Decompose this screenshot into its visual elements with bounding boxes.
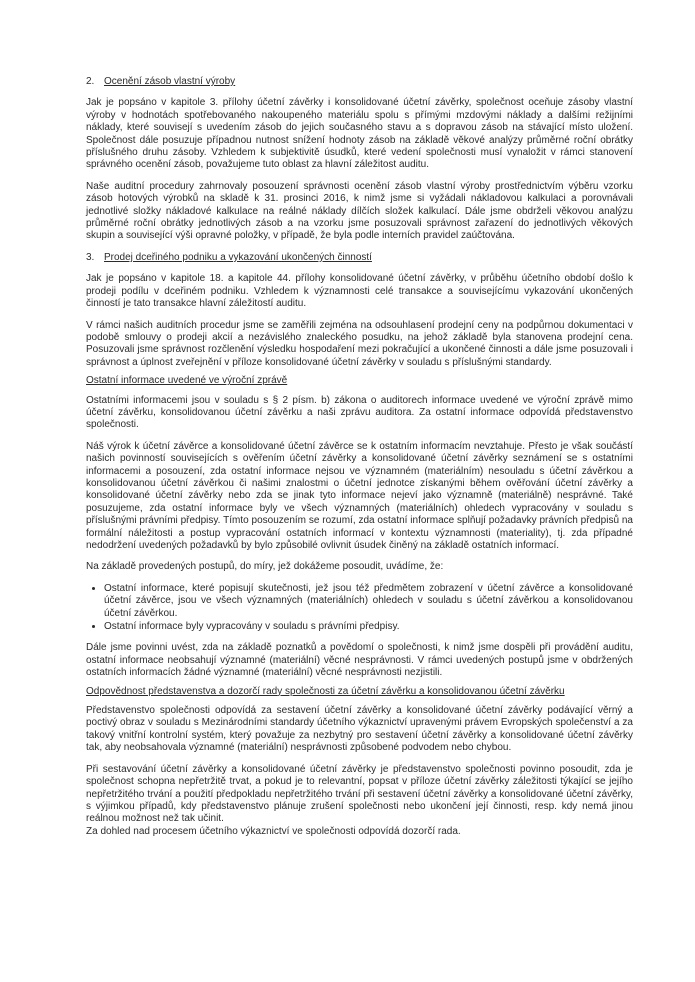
list-item: • Ostatní informace, které popisují skutečnosti, jež jsou též předmětem zobrazení v účetní závěrce a konsolidované účetní závěrce, jsou ve všech významných (materiálních) ohledech v souladu s účetní závěrkou a konsolidovanou účetní závěrkou.	[104, 583, 633, 620]
responsibility-paragraph: Při sestavování účetní závěrky a konsolidované účetní závěrky je představenstvo společnosti povinno posoudit, zda je společnost schopna nepřetržitě trvat, a pokud je to relevantní, popsat v příloze účetní závěrky záležitosti týkající se jejího nepřetržitého trvání a použití předpokladu nepřetržitého trvání při sestavení účetní závěrky a konsolidované účetní závěrky, s výjimkou případů, kdy představenstvo plánuje zrušení společnosti nebo ukončení její činnosti, resp. kdy nemá jinou reálnou možnost než tak učinit.	[86, 763, 633, 825]
section-3-title: Prodej dceřiného podniku a vykazování ukončených činností	[104, 251, 372, 263]
other-info-heading: Ostatní informace uvedené ve výroční zprávě	[86, 375, 288, 387]
other-info-paragraph: Ostatními informacemi jsou v souladu s § 2 písm. b) zákona o auditorech informace uvedené ve výroční zprávě mimo účetní závěrku, konsolidovanou účetní závěrku a naši zprávu auditora. Za ostatní informace odpovídá představenstvo společnosti.	[86, 394, 633, 431]
responsibility-paragraph: Představenstvo společnosti odpovídá za sestavení účetní závěrky a konsolidované účetní závěrky podávající věrný a poctivý obraz v souladu s Mezinárodními standardy účetního výkaznictví upravenými právem Evropských společenství a za takový vnitřní kontrolní systém, který považuje za nezbytný pro sestavení účetní závěrky a konsolidované účetní závěrky tak, aby neobsahovala významné (materiální) nesprávnosti způsobené podvodem nebo chybou.	[86, 705, 633, 754]
responsibility-paragraph: Za dohled nad procesem účetního výkaznictví ve společnosti odpovídá dozorčí rada.	[86, 825, 461, 837]
section-3-paragraph: V rámci našich auditních procedur jsme se zaměřili zejména na odsouhlasení prodejní ceny na podpůrnou dokumentaci v podobě smlouvy o prodeji akcií a nezávislého znaleckého posudku, na jehož základě byla stanovena prodejní cena. Posuzovali jsme správnost rozčlenění výsledku hospodaření mezi pokračující a ukončené činnosti a dále jsme posuzovali i správnost a úplnost zveřejnění v příloze konsolidované účetní závěrky v souladu s příslušnými standardy.	[86, 319, 633, 368]
section-2-title: Ocenění zásob vlastní výroby	[104, 76, 236, 87]
section-2-paragraph: Jak je popsáno v kapitole 3. přílohy účetní závěrky i konsolidované účetní závěrky, společnost oceňuje zásoby vlastní výroby v hodnotách spotřebovaného nakoupeného materiálu spolu s přímými mzdovými náklady a dalšími režijními náklady, které souvisejí s uvedením zásob do jejich současného stavu a s dopravou zásob na stávající místo uložení. Společnost dále posuzuje případnou nutnost snížení hodnoty zásob na základě věkové analýzy průměrné roční obrátky příslušného druhu zásoby. Vzhledem k subjektivitě úsudků, které vedení společnosti musí vynaložit v rámci stanovení správného ocenění zásob, považujeme tuto oblast za hlavní záležitost auditu.	[86, 97, 633, 171]
section-3-heading	[86, 252, 633, 264]
section-3-paragraph: Jak je popsáno v kapitole 18. a kapitole 44. přílohy konsolidované účetní závěrky, v průběhu účetního období došlo k prodeji podílu v dceřiném podniku. Vzhledem k významnosti celé transakce a souvisejícímu vykazování ukončených činností je tato transakce hlavní záležitostí auditu.	[86, 273, 633, 310]
other-info-closing: Dále jsme povinni uvést, zda na základě poznatků a povědomí o společnosti, k nimž jsme dospěli při provádění auditu, ostatní informace neobsahují významné (materiální) věcné nesprávnosti. V rámci uvedených postupů jsme v obdržených ostatních informacích žádné významné (materiální) věcné nesprávnosti nezjistili.	[86, 642, 633, 679]
section-2-heading	[86, 76, 633, 88]
section-2-number: 2.	[86, 76, 95, 87]
responsibility-heading: Odpovědnost představenstva a dozorčí rady společnosti za účetní závěrku a konsolidovanou účetní závěrku	[86, 685, 565, 697]
other-info-paragraph: Náš výrok k účetní závěrce a konsolidované účetní závěrce se k ostatním informacím nevztahuje. Přesto je však součástí našich povinností souvisejících s ověřením účetní závěrky a konsolidované účetní závěrky seznámení se s ostatními informacemi a posouzení, zda ostatní informace nejsou ve významném (materiálním) nesouladu s účetní závěrkou a konsolidovanou účetní závěrkou či našimi znalostmi o účetní jednotce získanými během ověřování účetní závěrky a konsolidované účetní závěrky nebo zda se jinak tyto informace nejeví jako významně (materiálně) nesprávné. Také posuzujeme, zda ostatní informace byly ve všech významných (materiálních) ohledech vypracovány v souladu s příslušnými právními předpisy. Tímto posouzením se rozumí, zda ostatní informace splňují požadavky právních předpisů na formální náležitosti a postup vypracování ostatních informací v kontextu významnosti (materiality), tj. zda případné nedodržení uvedených požadavků by bylo způsobilé ovlivnit úsudek činěný na základě ostatních informací.	[86, 440, 633, 551]
section-2-paragraph: Naše auditní procedury zahrnovaly posouzení správnosti ocenění zásob vlastní výroby prostřednictvím výběru vzorku zásob hotových výrobků na skladě k 31. prosinci 2016, k nimž jsme si vyžádali nákladovou kalkulaci a porovnávali jednotlivé složky nákladové kalkulace na reálné náklady dílčích složek kalkulací. Dále jsme obdrželi věkovou analýzu průměrné roční obrátky jednotlivých zásob a na vzorku jsme posuzovali správnost zařazení do jednotlivých věkových skupin a související výši opravné položky, v případě, že byla podle interních pravidel zaúčtována.	[86, 180, 633, 242]
other-info-paragraph: Na základě provedených postupů, do míry, jež dokážeme posoudit, uvádíme, že:	[86, 561, 444, 573]
list-item: • Ostatní informace byly vypracovány v souladu s právními předpisy.	[104, 621, 633, 633]
other-info-bullet-list	[86, 583, 633, 634]
section-3-number: 3.	[86, 251, 95, 263]
